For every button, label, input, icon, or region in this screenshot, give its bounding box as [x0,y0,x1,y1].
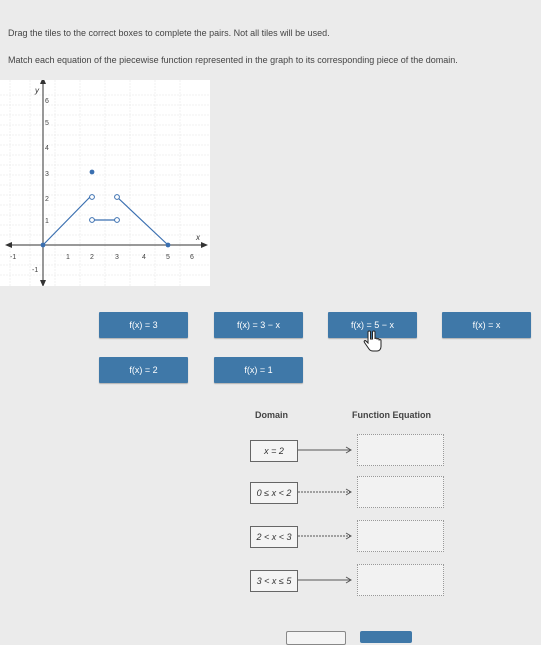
y-tick-3: 3 [45,171,49,178]
point-filled-2-3 [90,170,95,175]
domain-label-2-to-3: 2 < x < 3 [250,526,298,548]
reset-button[interactable] [286,631,346,645]
point-open-2-1 [90,218,95,223]
y-tick-minus-1: -1 [32,267,39,274]
hand-cursor-icon [362,330,384,354]
instructions-line-2: Match each equation of the piecewise function represented in the graph to its corresponding piece of the domain. [8,55,458,65]
tile-f-equals-5-minus-x[interactable]: f(x) = 5 − x [328,312,417,338]
next-button[interactable] [360,631,412,643]
drop-target-row-2[interactable] [357,476,444,508]
tile-f-equals-1[interactable]: f(x) = 1 [214,357,303,383]
piecewise-graph [0,80,210,286]
y-tick-4: 4 [45,145,49,152]
instructions-line-1: Drag the tiles to the correct boxes to complete the pairs. Not all tiles will be used. [8,28,330,38]
function-equation-column-header: Function Equation [352,410,431,420]
x-tick-6: 6 [190,254,194,261]
x-tick-3: 3 [115,254,119,261]
x-axis-label: x [196,233,200,242]
y-tick-5: 5 [45,120,49,127]
domain-label-0-to-2: 0 ≤ x < 2 [250,482,298,504]
x-tick-2: 2 [90,254,94,261]
drop-target-row-3[interactable] [357,520,444,552]
domain-column-header: Domain [255,410,289,420]
arrow-right-icon [298,576,356,584]
arrow-right-icon [298,532,356,540]
y-tick-1: 1 [45,218,49,225]
tile-f-equals-3[interactable]: f(x) = 3 [99,312,188,338]
point-open-3-2 [115,195,120,200]
y-tick-6: 6 [45,98,49,105]
y-axis-label: y [35,86,39,95]
drop-target-row-1[interactable] [357,434,444,466]
y-tick-2: 2 [45,196,49,203]
tile-f-equals-2[interactable]: f(x) = 2 [99,357,188,383]
x-tick-minus-1: -1 [10,254,17,261]
tile-f-equals-x[interactable]: f(x) = x [442,312,531,338]
drop-target-row-4[interactable] [357,564,444,596]
domain-label-x-equals-2: x = 2 [250,440,298,462]
x-tick-4: 4 [142,254,146,261]
x-tick-5: 5 [166,254,170,261]
tile-f-equals-3-minus-x[interactable]: f(x) = 3 − x [214,312,303,338]
point-open-2-2 [90,195,95,200]
arrow-right-icon [298,488,356,496]
point-filled-origin [41,243,46,248]
domain-label-3-to-5: 3 < x ≤ 5 [250,570,298,592]
point-filled-5-0 [166,243,171,248]
arrow-right-icon [298,446,356,454]
point-open-3-1 [115,218,120,223]
x-tick-1: 1 [66,254,70,261]
